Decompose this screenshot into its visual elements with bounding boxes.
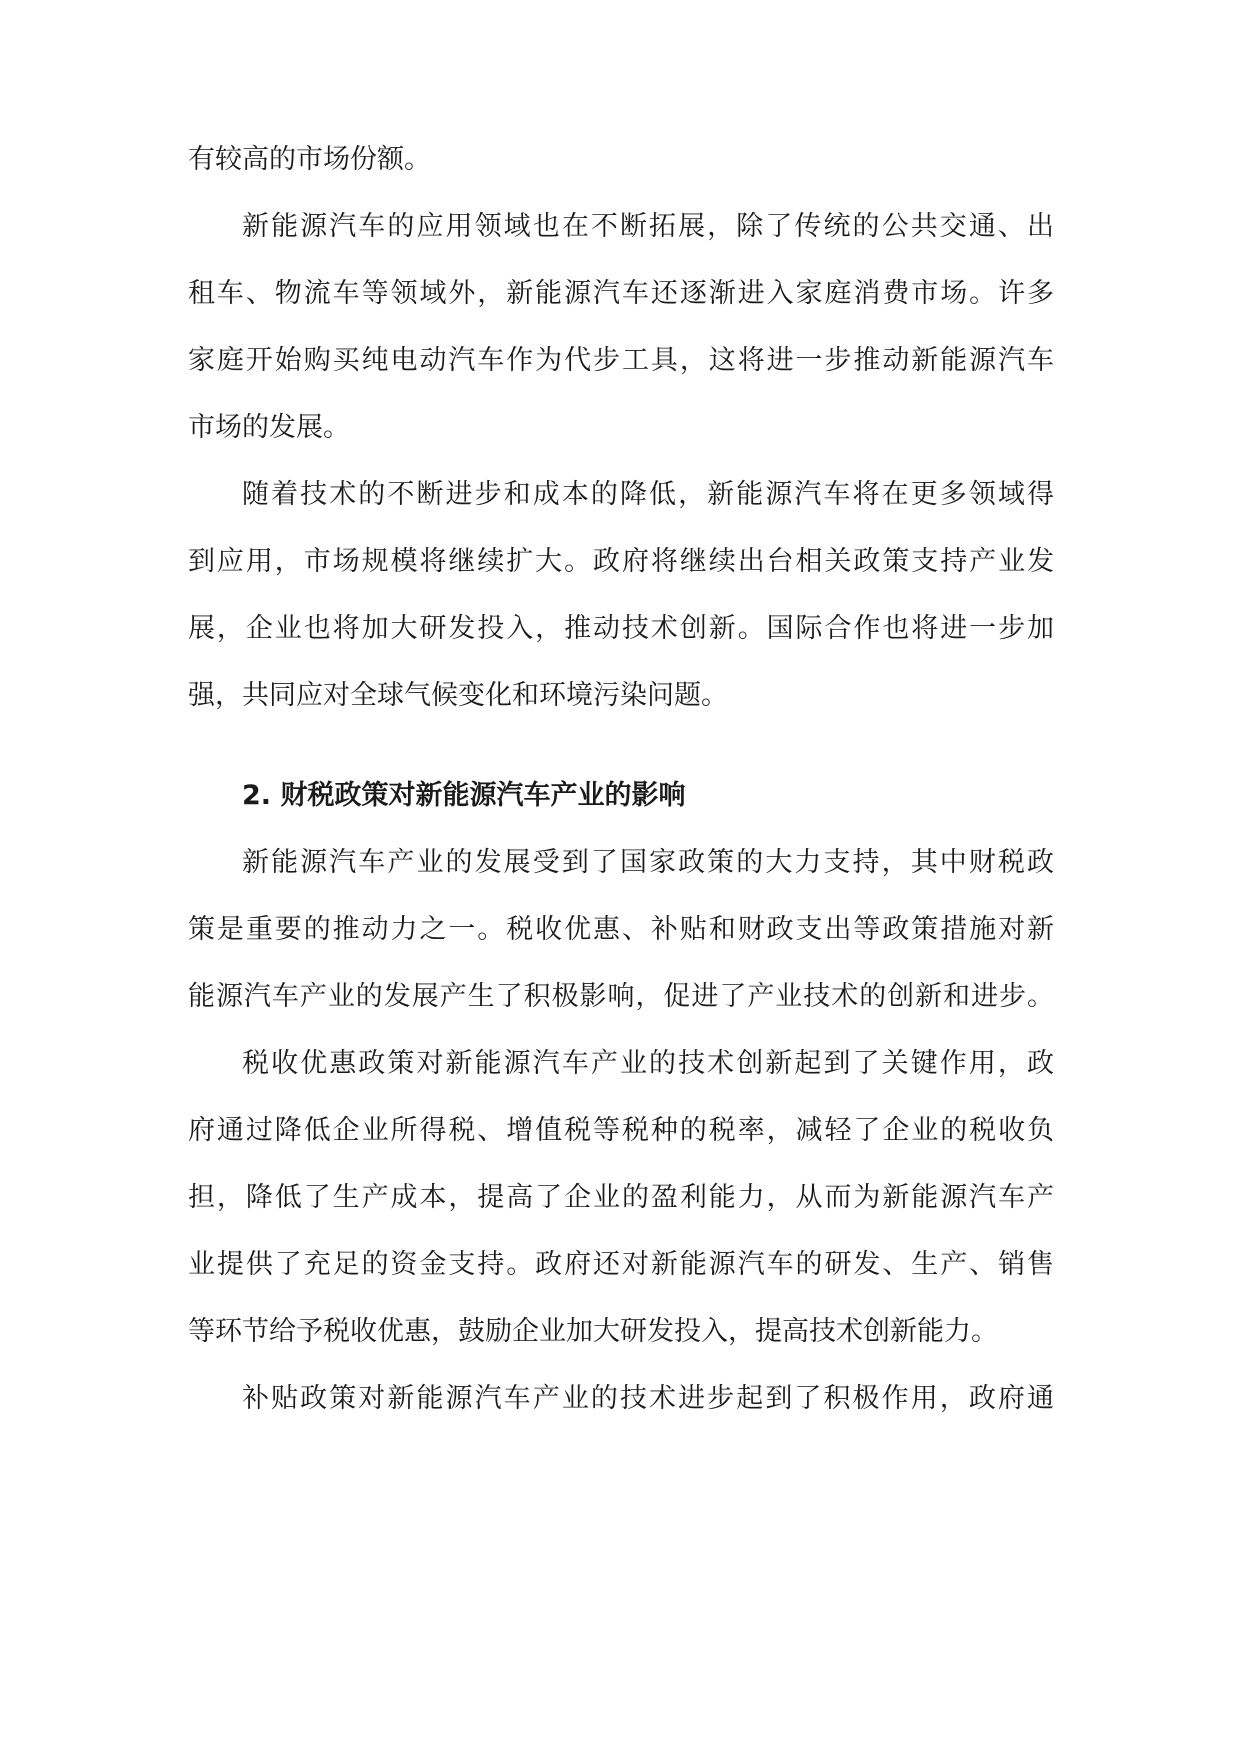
paragraph-line: 随着技术的不断进步和成本的降低，新能源汽车将在更多领域得: [242, 479, 1054, 510]
paragraph-line: 强，共同应对全球气候变化和环境污染问题。: [188, 680, 728, 711]
paragraph-line: 家庭开始购买纯电动汽车作为代步工具，这将进一步推动新能源汽车: [188, 345, 1054, 376]
paragraph-line: 业提供了充足的资金支持。政府还对新能源汽车的研发、生产、销售: [188, 1249, 1054, 1280]
paragraph-line: 市场的发展。: [188, 412, 350, 443]
paragraph-line: 税收优惠政策对新能源汽车产业的技术创新起到了关键作用，政: [242, 1048, 1054, 1079]
paragraph-line: 有较高的市场份额。: [188, 144, 431, 175]
paragraph-line: 新能源汽车产业的发展受到了国家政策的大力支持，其中财税政: [242, 847, 1054, 878]
paragraph-line: 等环节给予税收优惠，鼓励企业加大研发投入，提高技术创新能力。: [188, 1316, 998, 1347]
paragraph-line: 到应用，市场规模将继续扩大。政府将继续出台相关政策支持产业发: [188, 546, 1054, 577]
paragraph-line: 新能源汽车的应用领域也在不断拓展，除了传统的公共交通、出: [242, 211, 1054, 242]
paragraph-line: 府通过降低企业所得税、增值税等税种的税率，减轻了企业的税收负: [188, 1115, 1054, 1146]
paragraph-line: 补贴政策对新能源汽车产业的技术进步起到了积极作用，政府通: [242, 1383, 1054, 1414]
paragraph-line: 策是重要的推动力之一。税收优惠、补贴和财政支出等政策措施对新: [188, 914, 1054, 945]
paragraph-line: 租车、物流车等领域外，新能源汽车还逐渐进入家庭消费市场。许多: [188, 278, 1054, 309]
paragraph-line: 担，降低了生产成本，提高了企业的盈利能力，从而为新能源汽车产: [188, 1182, 1054, 1213]
paragraph-line: 展，企业也将加大研发投入，推动技术创新。国际合作也将进一步加: [188, 613, 1054, 644]
paragraph-line: 能源汽车产业的发展产生了积极影响，促进了产业技术的创新和进步。: [188, 981, 1054, 1012]
section-heading: 2. 财税政策对新能源汽车产业的影响: [242, 780, 686, 811]
